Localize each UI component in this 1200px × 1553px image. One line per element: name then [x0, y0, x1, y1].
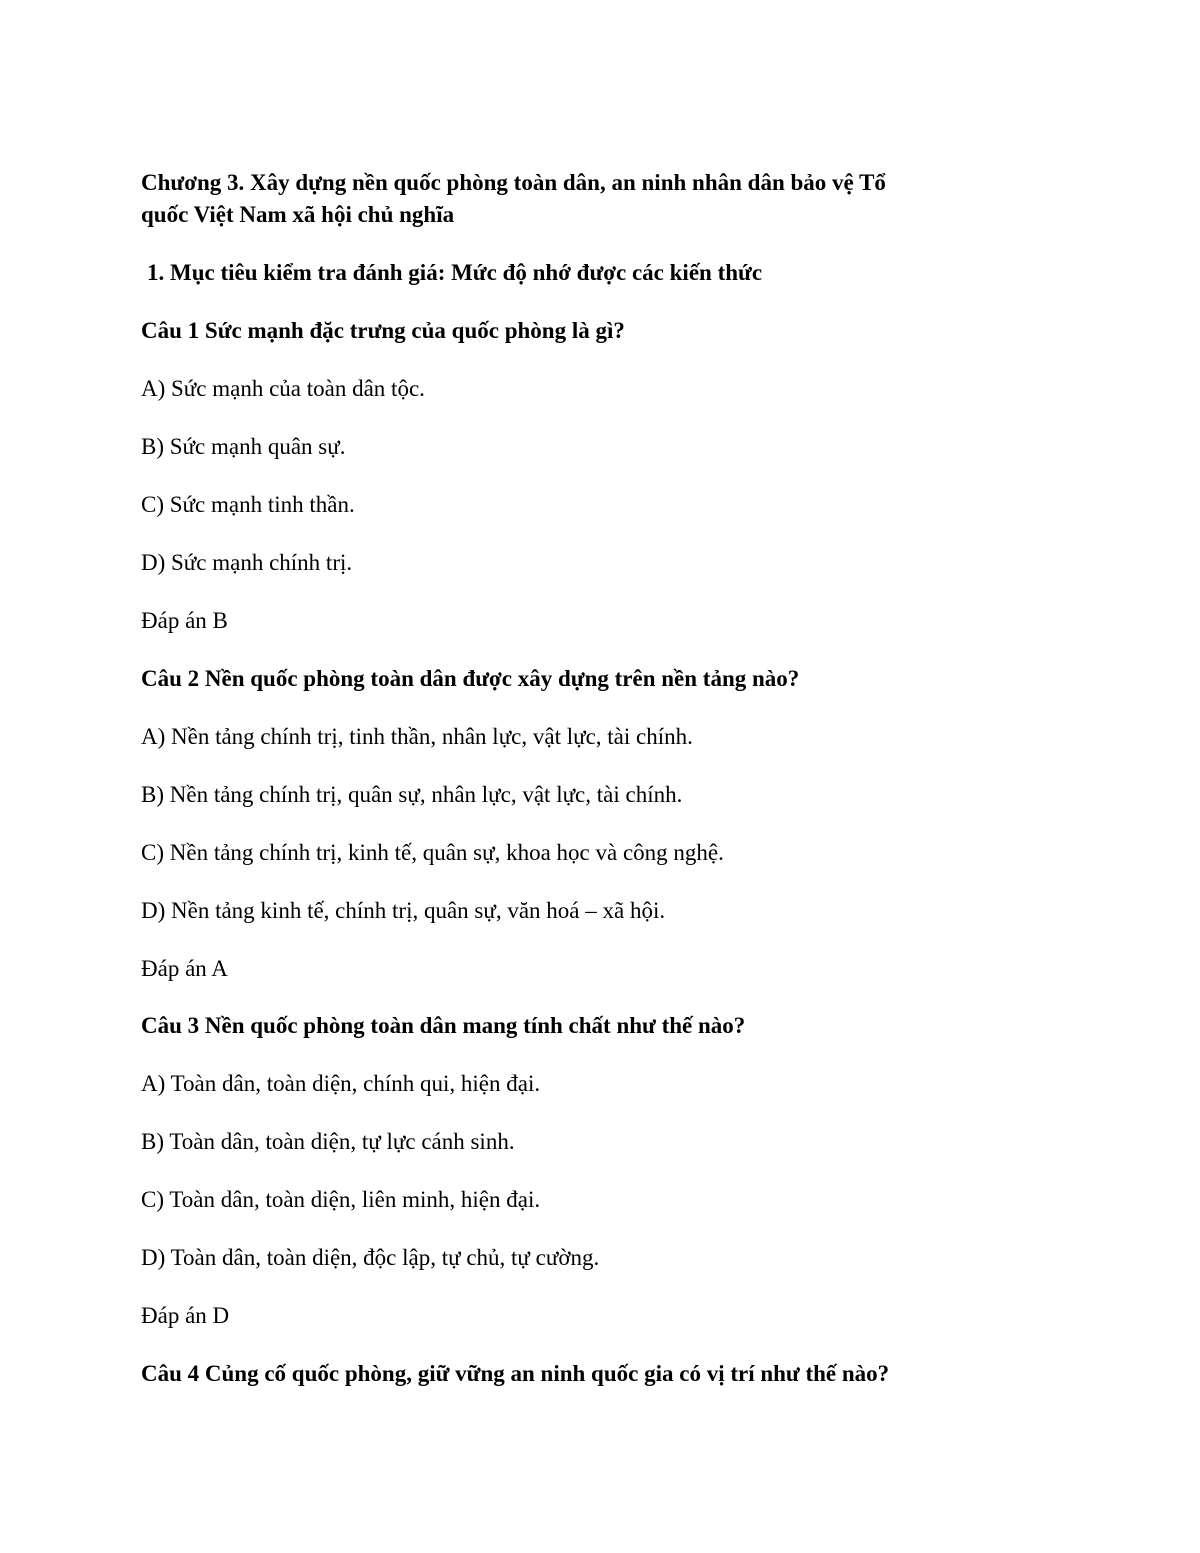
question-3-answer: Đáp án D: [141, 1303, 230, 1328]
question-2: Câu 2 Nền quốc phòng toàn dân được xây dựng trên nền tảng nào?: [141, 666, 800, 691]
chapter-title-line-1: Chương 3. Xây dựng nền quốc phòng toàn dân, an ninh nhân dân bảo vệ Tổ: [141, 170, 886, 195]
question-2-option-d: D) Nền tảng kinh tế, chính trị, quân sự, văn hoá – xã hội.: [141, 898, 666, 923]
question-2-option-b: B) Nền tảng chính trị, quân sự, nhân lực, vật lực, tài chính.: [141, 782, 683, 807]
question-1-answer: Đáp án B: [141, 608, 228, 633]
question-3-option-c: C) Toàn dân, toàn diện, liên minh, hiện đại.: [141, 1187, 541, 1212]
question-2-option-a: A) Nền tảng chính trị, tinh thần, nhân lực, vật lực, tài chính.: [141, 724, 693, 749]
question-3-option-a: A) Toàn dân, toàn diện, chính qui, hiện đại.: [141, 1071, 541, 1096]
question-1-option-d: D) Sức mạnh chính trị.: [141, 550, 353, 575]
question-3: Câu 3 Nền quốc phòng toàn dân mang tính chất như thế nào?: [141, 1013, 746, 1038]
question-1-option-c: C) Sức mạnh tinh thần.: [141, 492, 355, 517]
question-4: Câu 4 Củng cố quốc phòng, giữ vững an ninh quốc gia có vị trí như thế nào?: [141, 1361, 890, 1386]
question-1-option-b: B) Sức mạnh quân sự.: [141, 434, 346, 459]
question-3-option-d: D) Toàn dân, toàn diện, độc lập, tự chủ, tự cường.: [141, 1245, 600, 1270]
question-2-option-c: C) Nền tảng chính trị, kinh tế, quân sự, khoa học và công nghệ.: [141, 840, 724, 865]
question-3-option-b: B) Toàn dân, toàn diện, tự lực cánh sinh.: [141, 1129, 515, 1154]
question-1-option-a: A) Sức mạnh của toàn dân tộc.: [141, 376, 425, 401]
question-2-answer: Đáp án A: [141, 956, 228, 981]
section-heading: 1. Mục tiêu kiểm tra đánh giá: Mức độ nhớ được các kiến thức: [147, 260, 763, 285]
chapter-title-line-2: quốc Việt Nam xã hội chủ nghĩa: [141, 202, 455, 227]
question-1: Câu 1 Sức mạnh đặc trưng của quốc phòng là gì?: [141, 318, 625, 343]
